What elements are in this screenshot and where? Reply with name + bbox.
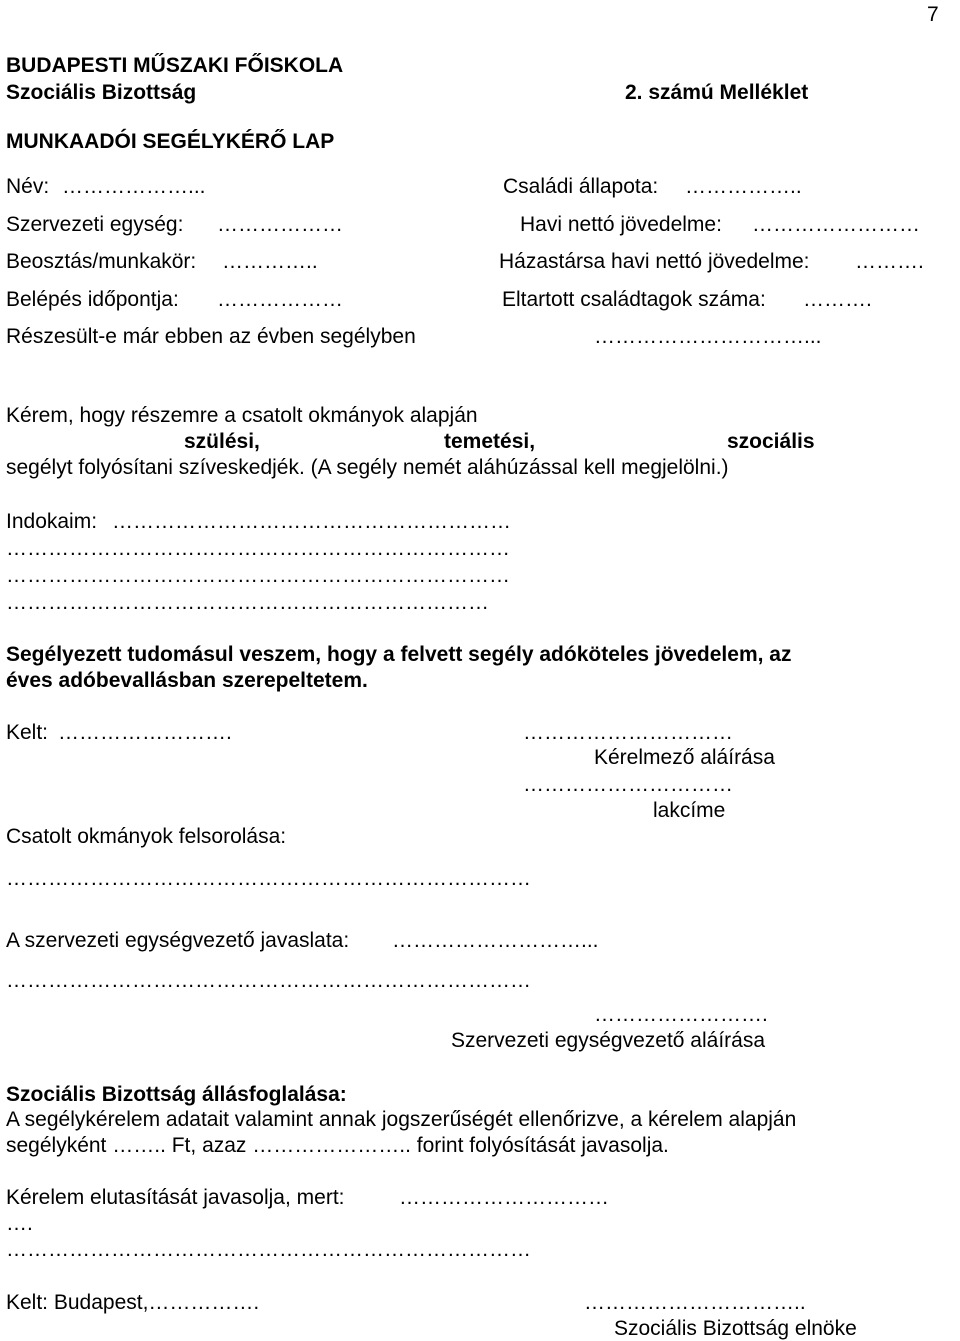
chair-signature-line[interactable]: ………………………….. [584,1291,806,1314]
place-date: Kelt: Budapest,……………. [6,1291,260,1314]
applicant-address-caption: lakcíme [653,799,726,822]
unit-leader-proposal-label: A szervezeti egységvezető javaslata: [6,929,350,952]
unit-leader-signature-caption: Szervezeti egységvezető aláírása [451,1029,766,1052]
aid-type-social[interactable]: szociális [727,430,815,453]
dependents-label: Eltartott családtagok száma: [502,288,766,311]
rejection-field-line-3[interactable]: ………………………………………………………………… [6,1238,531,1261]
date-field[interactable]: ……………………. [58,721,232,744]
request-text: Kérem, hogy részemre a csatolt okmányok alapján [6,404,478,427]
request-instruction: segélyt folyósítani szíveskedjék. (A segély nemét aláhúzással kell megjelölni.) [6,456,729,479]
institution-name: BUDAPESTI MŰSZAKI FŐISKOLA [6,54,344,77]
committee-text-line-2: segélyként …….. Ft, azaz ………………….. forint folyósítását javasolja. [6,1134,669,1157]
unit-field[interactable]: ……………… [217,213,343,236]
unit-leader-signature-line[interactable]: ……………………. [594,1003,768,1026]
name-field[interactable]: ………………... [62,175,206,198]
spouse-income-field[interactable]: ………. [855,250,924,273]
date-label: Kelt: [6,721,49,744]
reasons-field-line-1[interactable]: ………………………………………………… [112,510,511,533]
name-label: Név: [6,175,50,198]
committee-name: Szociális Bizottság [6,81,197,104]
marital-status-label: Családi állapota: [503,175,659,198]
committee-section-title: Szociális Bizottság állásfoglalása: [6,1083,347,1106]
annex-label: 2. számú Melléklet [625,81,809,104]
chair-signature-caption: Szociális Bizottság elnöke [614,1317,857,1340]
entry-date-label: Belépés időpontja: [6,288,179,311]
unit-leader-proposal-field-line-2[interactable]: ………………………………………………………………… [6,969,531,992]
prior-aid-field[interactable]: …………………………... [594,325,822,348]
dependents-field[interactable]: ………. [803,288,872,311]
reasons-field-line-3[interactable]: ……………………………………………………………… [6,564,510,587]
attachments-label: Csatolt okmányok felsorolása: [6,825,287,848]
applicant-signature-caption: Kérelmező aláírása [594,746,775,769]
rejection-label: Kérelem elutasítását javasolja, mert: [6,1186,345,1209]
prior-aid-label: Részesült-e már ebben az évben segélyben [6,325,416,348]
committee-text-line-1: A segélykérelem adatait valamint annak jogszerűségét ellenőrizve, a kérelem alapján [6,1108,797,1131]
applicant-signature-line[interactable]: ………………………… [523,721,733,744]
declaration-line-1: Segélyezett tudomásul veszem, hogy a felvett segély adóköteles jövedelem, az [6,643,792,666]
aid-type-birth[interactable]: szülési, [184,430,260,453]
page-number: 7 [927,3,939,26]
declaration-line-2: éves adóbevallásban szerepeltetem. [6,669,368,692]
applicant-address-line[interactable]: ………………………… [523,773,733,796]
rejection-field[interactable]: ………………………… [399,1186,609,1209]
income-field[interactable]: …………………… [752,213,920,236]
form-title: MUNKAADÓI SEGÉLYKÉRŐ LAP [6,130,335,153]
entry-date-field[interactable]: ……………… [217,288,343,311]
marital-status-field[interactable]: …………….. [685,175,802,198]
aid-type-funeral[interactable]: temetési, [444,430,536,453]
unit-leader-proposal-field[interactable]: ………………………... [392,929,599,952]
attachments-field[interactable]: ………………………………………………………………… [6,867,531,890]
income-label: Havi nettó jövedelme: [520,213,722,236]
reasons-field-line-4[interactable]: …………………………………………………………… [6,591,489,614]
reasons-label: Indokaim: [6,510,98,533]
spouse-income-label: Házastársa havi nettó jövedelme: [499,250,810,273]
position-label: Beosztás/munkakör: [6,250,197,273]
position-field[interactable]: ………….. [222,250,318,273]
unit-label: Szervezeti egység: [6,213,184,236]
reasons-field-line-2[interactable]: ……………………………………………………………… [6,537,510,560]
rejection-field-line-2[interactable]: …. [6,1212,33,1235]
